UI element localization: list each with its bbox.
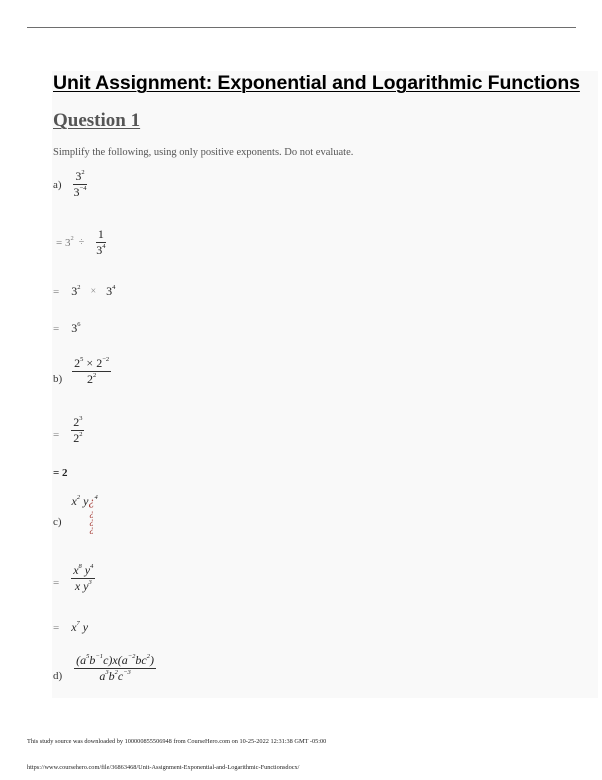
exponent: 2 [76, 494, 81, 501]
garbled-glyph: ¿ [89, 524, 94, 535]
numerator: 1 [96, 228, 106, 243]
base: 2 [74, 356, 81, 370]
exponent: 5 [80, 356, 84, 363]
problem-d-label: d) [53, 669, 63, 682]
exponent: 2 [70, 234, 74, 242]
base: 3 [106, 284, 113, 298]
divide-operator: ÷ [78, 237, 85, 249]
exponent: 8 [78, 563, 82, 570]
problem-b-result [53, 467, 68, 479]
question-heading: Question 1 [53, 110, 141, 131]
problem-d [53, 654, 156, 683]
garbled-glyph: ¿ [89, 516, 94, 527]
variable-c: c [103, 653, 109, 667]
variable-a: a [121, 653, 128, 667]
content-area [52, 71, 598, 698]
variable-y: y [83, 579, 89, 594]
exponent: 3 [88, 579, 92, 587]
garbled-glyph-stack [86, 509, 98, 533]
base: 2 [73, 431, 80, 446]
variable-y: y [83, 494, 89, 508]
step-fraction [94, 228, 107, 257]
variable-b: b [89, 653, 96, 667]
exponent: 4 [112, 284, 116, 291]
problem-d-fraction [74, 654, 156, 683]
document-title: Unit Assignment: Exponential and Logarithmic Functions [53, 72, 580, 94]
paren: ) [149, 653, 154, 667]
exponent: 2 [93, 372, 97, 380]
problem-b [53, 357, 111, 386]
problem-c-label: c) [53, 516, 62, 528]
header-rule [27, 27, 576, 28]
exponent: 2 [77, 284, 81, 291]
multiply-operator: × [86, 356, 94, 370]
equals-sign: = [53, 428, 60, 441]
exponent: 5 [86, 653, 90, 660]
exponent: 2 [114, 669, 118, 677]
variable-y: y [84, 563, 91, 577]
instruction-text: Simplify the following, using only positive exponents. Do not evaluate. [53, 147, 354, 158]
problem-c [53, 494, 98, 533]
problem-a-step-2 [53, 284, 115, 299]
equals-term: = 3 [56, 236, 71, 249]
paren: ( [117, 653, 122, 667]
exponent: 2 [81, 169, 85, 176]
variable-c: c [117, 669, 124, 684]
variable-x: x [73, 563, 79, 577]
times-x: x [112, 653, 118, 667]
exponent: 6 [77, 321, 81, 328]
garbled-glyph: ¿ [88, 494, 95, 508]
equals-sign: = [53, 621, 60, 634]
problem-b-step-1 [53, 416, 84, 445]
base: 2 [96, 356, 103, 370]
problem-a-step-3 [53, 321, 80, 336]
problem-a-step-1 [53, 228, 107, 257]
problem-a [53, 170, 88, 199]
variable-x: x [71, 620, 77, 634]
exponent: −2 [102, 356, 110, 363]
equals-sign: = [53, 322, 60, 335]
paren: ( [76, 653, 81, 667]
source-url[interactable]: https://www.coursehero.com/file/36863468/Unit-Assignment-Exponential-and-Logarithmic-Functionsdocx/ [27, 764, 300, 771]
equals-sign: = [53, 285, 60, 298]
step-fraction [71, 564, 95, 593]
variable-x: x [74, 579, 81, 594]
variable-c: c [141, 653, 147, 667]
exponent: −2 [127, 653, 136, 660]
variable-b: b [108, 669, 115, 684]
exponent: 4 [90, 563, 94, 570]
variable-a: a [80, 653, 87, 667]
problem-c-expression [72, 494, 98, 533]
problem-a-label: a) [53, 178, 62, 191]
exponent: 3 [79, 415, 83, 422]
paren: ) [108, 653, 113, 667]
base: 3 [71, 321, 78, 335]
garbled-glyph: ¿ [89, 508, 94, 518]
base: 3 [73, 185, 80, 200]
exponent: 2 [146, 653, 150, 660]
equals-sign: = [53, 576, 60, 589]
base: 2 [87, 372, 94, 387]
exponent: 2 [79, 431, 83, 439]
exponent: −3 [123, 669, 131, 677]
problem-b-label: b) [53, 372, 63, 385]
step-fraction [71, 416, 84, 445]
problem-c-step-1 [53, 564, 95, 593]
exponent: −4 [79, 185, 87, 193]
variable-b: b [135, 653, 142, 667]
problem-b-fraction [72, 357, 111, 386]
variable-x: x [71, 494, 77, 508]
variable-a: a [99, 669, 106, 684]
multiply-operator: × [90, 286, 97, 297]
exponent: 7 [76, 620, 80, 627]
exponent: 4 [102, 243, 106, 251]
base: 2 [73, 415, 80, 429]
base: 3 [71, 284, 78, 298]
download-notice: This study source was downloaded by 100000855506948 from CourseHero.com on 10-25-2022 12:31:38 GMT -05:00 [27, 738, 327, 745]
problem-a-fraction [72, 170, 89, 199]
result-value: = 2 [53, 467, 68, 479]
exponent: −1 [95, 653, 104, 660]
variable-y: y [82, 620, 89, 634]
exponent: 3 [105, 669, 109, 677]
exponent: 4 [94, 494, 98, 501]
problem-c-step-2 [53, 620, 88, 635]
base: 3 [96, 243, 103, 258]
base: 3 [75, 169, 82, 183]
